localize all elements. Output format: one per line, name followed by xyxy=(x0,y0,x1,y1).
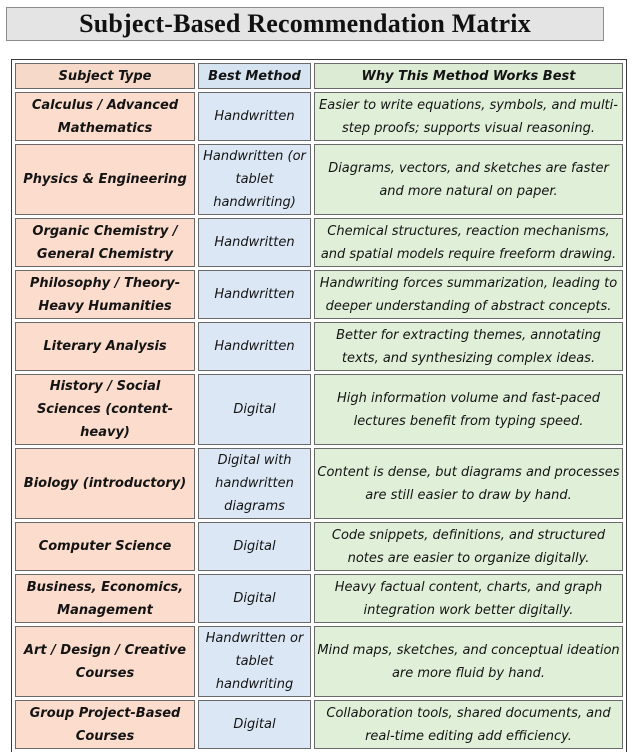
why-cell: Easier to write equations, symbols, and multi-step proofs; supports visual reasoning. xyxy=(314,92,623,141)
subject-cell: Calculus / Advanced Mathematics xyxy=(15,92,195,141)
why-cell: Diagrams, vectors, and sketches are faster and more natural on paper. xyxy=(314,144,623,215)
subject-cell: Philosophy / Theory-Heavy Humanities xyxy=(15,270,195,319)
subject-cell: Biology (introductory) xyxy=(15,448,195,519)
method-cell: Handwritten xyxy=(198,92,311,141)
method-cell: Digital xyxy=(198,700,311,749)
subject-cell: Computer Science xyxy=(15,522,195,571)
table-row xyxy=(15,574,623,623)
table-row xyxy=(15,144,623,215)
method-cell: Handwritten xyxy=(198,322,311,371)
why-cell: Collaboration tools, shared documents, and real-time editing add efficiency. xyxy=(314,700,623,749)
why-cell: High information volume and fast-paced lectures benefit from typing speed. xyxy=(314,374,623,445)
header-best-method: Best Method xyxy=(198,63,311,89)
why-cell: Chemical structures, reaction mechanisms, and spatial models require freeform drawing. xyxy=(314,218,623,267)
subject-cell: Organic Chemistry / General Chemistry xyxy=(15,218,195,267)
method-cell: Digital xyxy=(198,374,311,445)
table-row xyxy=(15,270,623,319)
title-banner xyxy=(6,7,604,41)
why-cell: Code snippets, definitions, and structured notes are easier to organize digitally. xyxy=(314,522,623,571)
subject-cell: Physics & Engineering xyxy=(15,144,195,215)
why-cell: Heavy factual content, charts, and graph integration work better digitally. xyxy=(314,574,623,623)
table-row xyxy=(15,522,623,571)
page-title: Subject-Based Recommendation Matrix xyxy=(79,9,531,38)
method-cell: Handwritten xyxy=(198,218,311,267)
table-row xyxy=(15,448,623,519)
table-row xyxy=(15,700,623,749)
subject-cell: Group Project-Based Courses xyxy=(15,700,195,749)
method-cell: Handwritten xyxy=(198,270,311,319)
method-cell: Digital xyxy=(198,574,311,623)
table-row xyxy=(15,322,623,371)
table-header-row xyxy=(15,63,623,89)
subject-cell: Business, Economics, Management xyxy=(15,574,195,623)
table-row xyxy=(15,92,623,141)
why-cell: Better for extracting themes, annotating texts, and synthesizing complex ideas. xyxy=(314,322,623,371)
table-row xyxy=(15,626,623,697)
table-row xyxy=(15,374,623,445)
why-cell: Mind maps, sketches, and conceptual ideation are more fluid by hand. xyxy=(314,626,623,697)
why-cell: Handwriting forces summarization, leading to deeper understanding of abstract concepts. xyxy=(314,270,623,319)
method-cell: Digital with handwritten diagrams xyxy=(198,448,311,519)
table-row xyxy=(15,218,623,267)
method-cell: Handwritten or tablet handwriting xyxy=(198,626,311,697)
method-cell: Digital xyxy=(198,522,311,571)
subject-cell: History / Social Sciences (content-heavy) xyxy=(15,374,195,445)
subject-cell: Literary Analysis xyxy=(15,322,195,371)
subject-cell: Art / Design / Creative Courses xyxy=(15,626,195,697)
why-cell: Content is dense, but diagrams and processes are still easier to draw by hand. xyxy=(314,448,623,519)
header-subject-type: Subject Type xyxy=(15,63,195,89)
header-why: Why This Method Works Best xyxy=(314,63,623,89)
recommendation-table xyxy=(12,60,626,752)
method-cell: Handwritten (or tablet handwriting) xyxy=(198,144,311,215)
